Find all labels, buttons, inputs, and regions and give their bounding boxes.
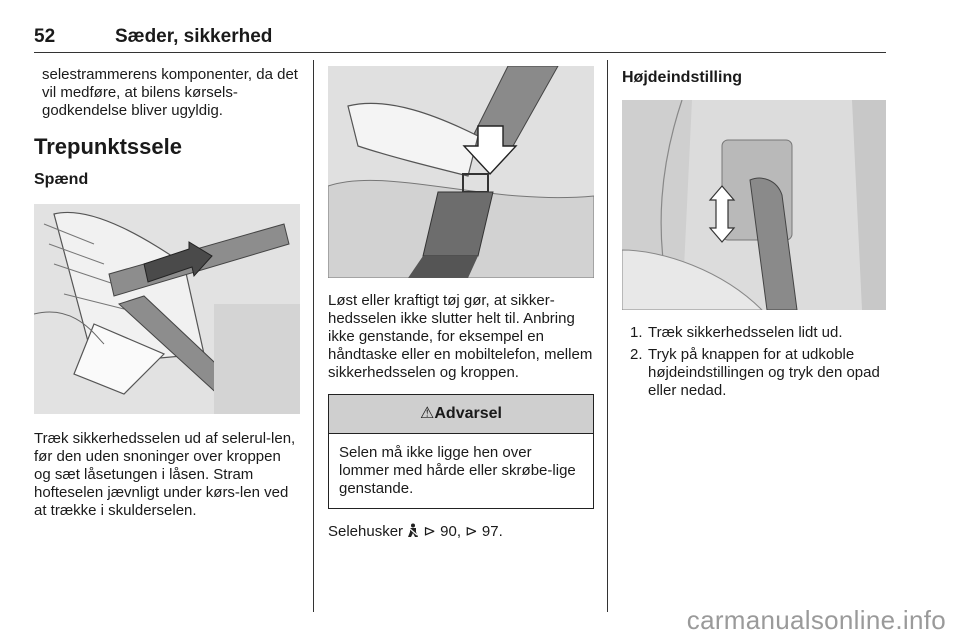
steps-list [622, 324, 888, 400]
seatbelt-reminder-reference [328, 523, 594, 541]
page-header [34, 24, 886, 53]
section-heading: Højdeindstilling [622, 69, 742, 86]
step-number: 2. [630, 346, 643, 363]
column-left [34, 60, 300, 520]
step-number: 1. [630, 324, 643, 341]
watermark: carmanualsonline.info [686, 605, 946, 635]
subsection-heading: Spænd [34, 171, 89, 188]
reference-arrow-icon: ⊳ [465, 523, 478, 540]
list-item [622, 324, 888, 342]
page-number: 52 [34, 26, 56, 47]
warning-header [329, 395, 593, 434]
column-right [622, 60, 888, 404]
warning-box [328, 394, 594, 509]
buckle-illustration [34, 204, 300, 414]
warning-icon: ⚠ [420, 405, 435, 422]
warning-title: Advarsel [434, 405, 502, 422]
section-heading: Trepunktssele [34, 134, 182, 159]
column-divider [313, 60, 314, 612]
step-text: Træk sikkerhedsselen lidt ud. [648, 324, 843, 341]
warning-text: Selen må ikke ligge hen over lommer med hårde eller skrøbe-lige genstande. [339, 444, 576, 497]
body-paragraph: Træk sikkerhedsselen ud af selerul-len, før den uden snoninger over kroppen og sæt låsetungen i låsen. Stram hofteselen jævnligt under kørs-len ved at trække i skulderselen. [34, 430, 296, 519]
reference-link[interactable]: 90, [440, 523, 461, 540]
list-item [622, 346, 888, 400]
latch-plate-illustration [328, 66, 594, 278]
body-paragraph: Løst eller kraftigt tøj gør, at sikker-hedsselen ikke slutter helt til. Anbring ikke genstande, for eksempel en håndtaske eller en mobiltelefon, mellem sikkerhedsselen og kroppen. [328, 292, 593, 381]
reference-link[interactable]: 97. [481, 523, 503, 540]
seatbelt-reminder-icon [407, 523, 419, 538]
step-text: Tryk på knappen for at udkoble højdeindstillingen og tryk den opad eller nedad. [648, 346, 880, 399]
chapter-title: Sæder, sikkerhed [115, 26, 273, 47]
column-middle [328, 60, 594, 541]
reference-arrow-icon: ⊳ [423, 523, 436, 540]
column-divider [607, 60, 608, 612]
height-adjuster-illustration [622, 100, 886, 310]
reminder-label: Selehusker [328, 523, 408, 540]
intro-paragraph: selestrammerens komponenter, da det vil medføre, at bilens kørsels-godkendelse bliver ugyldig. [42, 66, 298, 119]
